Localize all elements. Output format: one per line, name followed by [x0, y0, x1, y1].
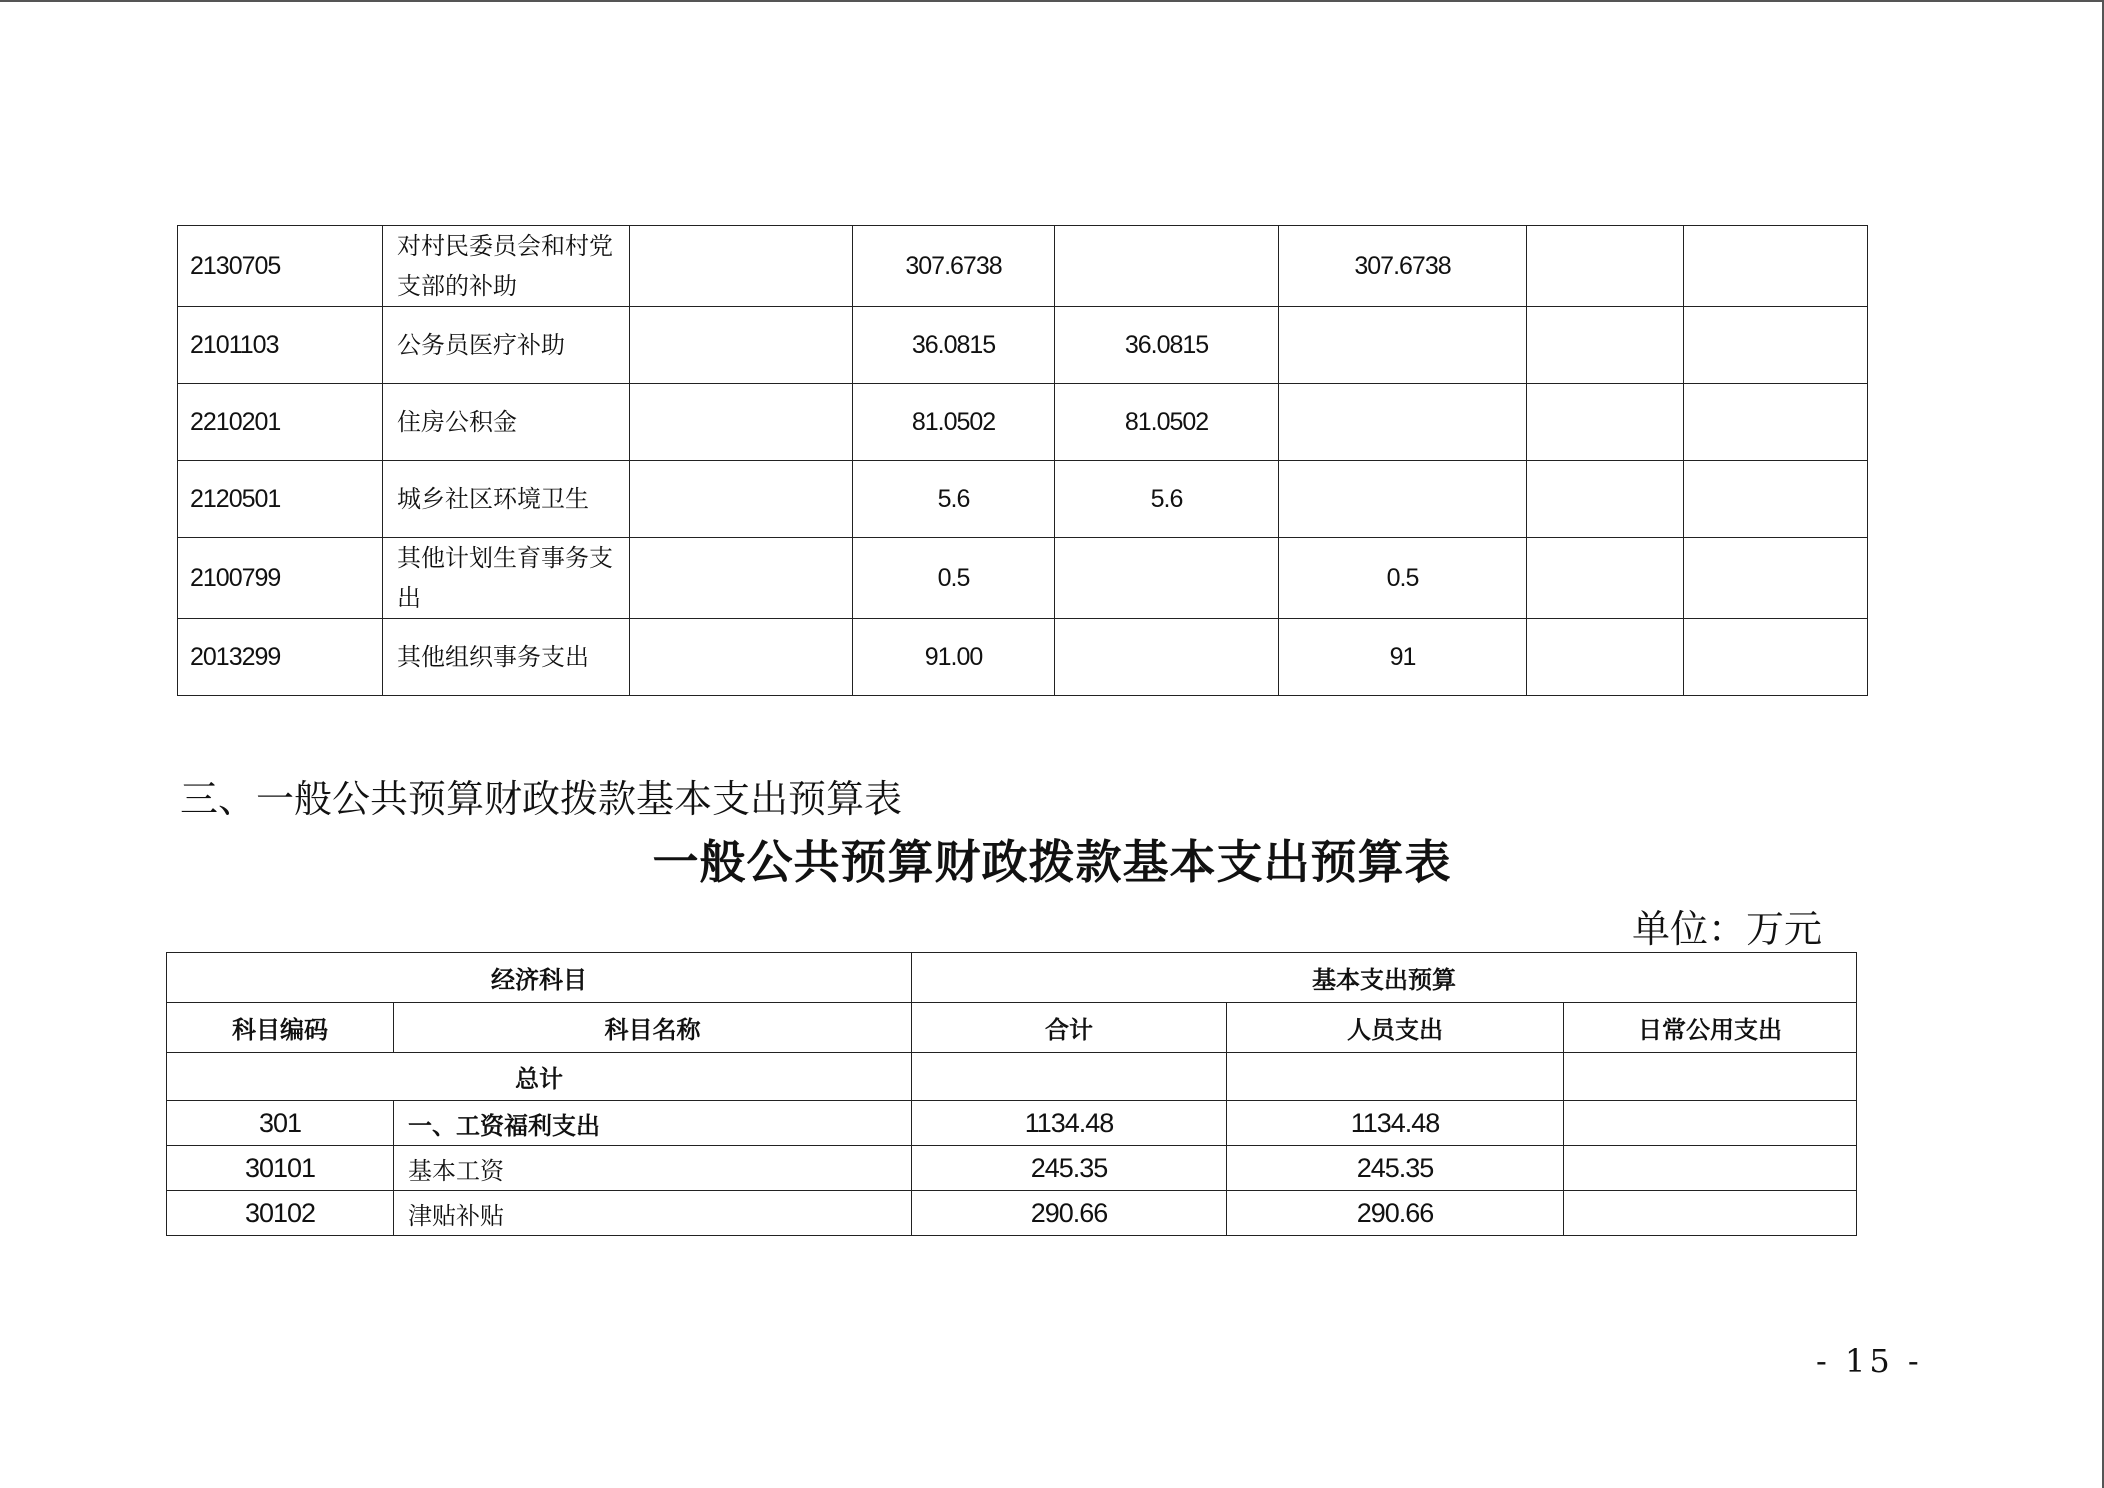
- row-extra-col-a: [1527, 226, 1684, 307]
- row-subject-code: 30102: [167, 1191, 394, 1236]
- row-basic: [1055, 538, 1279, 619]
- continued-budget-table: [177, 225, 1868, 696]
- row-blank-col: [630, 226, 853, 307]
- row-name: 公务员医疗补助: [383, 307, 630, 384]
- row-total: 1134.48: [912, 1101, 1227, 1146]
- table-title: 一般公共预算财政拨款基本支出预算表: [652, 835, 1452, 889]
- row-blank-col: [630, 461, 853, 538]
- row-extra-col-b: [1684, 307, 1868, 384]
- row-total: 245.35: [912, 1146, 1227, 1191]
- table-row: [167, 1146, 1857, 1191]
- row-personnel: 245.35: [1227, 1146, 1564, 1191]
- page-border-top: [0, 0, 2104, 2]
- column-header-row: [167, 1003, 1857, 1053]
- total-label: 总计: [167, 1053, 912, 1101]
- basic-expenditure-table: [166, 952, 1857, 1236]
- row-name: 对村民委员会和村党支部的补助: [383, 226, 630, 307]
- unit-label: 单位：万元: [1632, 907, 1823, 951]
- row-project: 0.5: [1279, 538, 1527, 619]
- row-blank-col: [630, 538, 853, 619]
- total-personnel-value: [1227, 1053, 1564, 1101]
- row-subject-name: 津贴补贴: [394, 1191, 912, 1236]
- row-total: 307.6738: [853, 226, 1055, 307]
- table-row: [178, 384, 1868, 461]
- header-subject-name: 科目名称: [394, 1003, 912, 1053]
- group-header-basic-budget: 基本支出预算: [912, 953, 1857, 1003]
- table-row: [178, 461, 1868, 538]
- row-project: [1279, 461, 1527, 538]
- row-public-expense: [1564, 1101, 1857, 1146]
- row-basic: [1055, 619, 1279, 696]
- total-row: [167, 1053, 1857, 1101]
- row-extra-col-a: [1527, 538, 1684, 619]
- row-extra-col-b: [1684, 384, 1868, 461]
- row-name: 其他计划生育事务支出: [383, 538, 630, 619]
- row-code: 2101103: [178, 307, 383, 384]
- row-project: 307.6738: [1279, 226, 1527, 307]
- row-total: 81.0502: [853, 384, 1055, 461]
- row-total: 91.00: [853, 619, 1055, 696]
- table-row: [178, 619, 1868, 696]
- row-project: [1279, 384, 1527, 461]
- row-basic: 5.6: [1055, 461, 1279, 538]
- row-total: 36.0815: [853, 307, 1055, 384]
- row-code: 2100799: [178, 538, 383, 619]
- row-basic: [1055, 226, 1279, 307]
- row-code: 2013299: [178, 619, 383, 696]
- header-subject-code: 科目编码: [167, 1003, 394, 1053]
- row-code: 2210201: [178, 384, 383, 461]
- group-header-row: [167, 953, 1857, 1003]
- row-subject-code: 301: [167, 1101, 394, 1146]
- row-public-expense: [1564, 1146, 1857, 1191]
- row-subject-code: 30101: [167, 1146, 394, 1191]
- row-extra-col-a: [1527, 307, 1684, 384]
- row-project: [1279, 307, 1527, 384]
- row-basic: 81.0502: [1055, 384, 1279, 461]
- table-row: [167, 1191, 1857, 1236]
- row-extra-col-b: [1684, 461, 1868, 538]
- row-total: 290.66: [912, 1191, 1227, 1236]
- row-extra-col-b: [1684, 226, 1868, 307]
- row-code: 2120501: [178, 461, 383, 538]
- row-personnel: 290.66: [1227, 1191, 1564, 1236]
- row-name: 城乡社区环境卫生: [383, 461, 630, 538]
- row-blank-col: [630, 307, 853, 384]
- table-row: [167, 1101, 1857, 1146]
- total-public-value: [1564, 1053, 1857, 1101]
- table-row: [178, 307, 1868, 384]
- row-total: 5.6: [853, 461, 1055, 538]
- header-total: 合计: [912, 1003, 1227, 1053]
- row-name: 住房公积金: [383, 384, 630, 461]
- row-extra-col-b: [1684, 619, 1868, 696]
- row-name: 其他组织事务支出: [383, 619, 630, 696]
- row-blank-col: [630, 384, 853, 461]
- row-extra-col-a: [1527, 384, 1684, 461]
- page-number: - 15 -: [1816, 1342, 1923, 1380]
- group-header-economic-subject: 经济科目: [167, 953, 912, 1003]
- row-total: 0.5: [853, 538, 1055, 619]
- table-row: [178, 538, 1868, 619]
- row-public-expense: [1564, 1191, 1857, 1236]
- row-blank-col: [630, 619, 853, 696]
- total-value: [912, 1053, 1227, 1101]
- row-extra-col-a: [1527, 461, 1684, 538]
- row-basic: 36.0815: [1055, 307, 1279, 384]
- row-project: 91: [1279, 619, 1527, 696]
- row-code: 2130705: [178, 226, 383, 307]
- section-heading: 三、一般公共预算财政拨款基本支出预算表: [180, 777, 903, 821]
- row-extra-col-a: [1527, 619, 1684, 696]
- row-personnel: 1134.48: [1227, 1101, 1564, 1146]
- row-subject-name: 一、工资福利支出: [394, 1101, 912, 1146]
- table-row: [178, 226, 1868, 307]
- row-extra-col-b: [1684, 538, 1868, 619]
- header-personnel: 人员支出: [1227, 1003, 1564, 1053]
- row-subject-name: 基本工资: [394, 1146, 912, 1191]
- header-public-expense: 日常公用支出: [1564, 1003, 1857, 1053]
